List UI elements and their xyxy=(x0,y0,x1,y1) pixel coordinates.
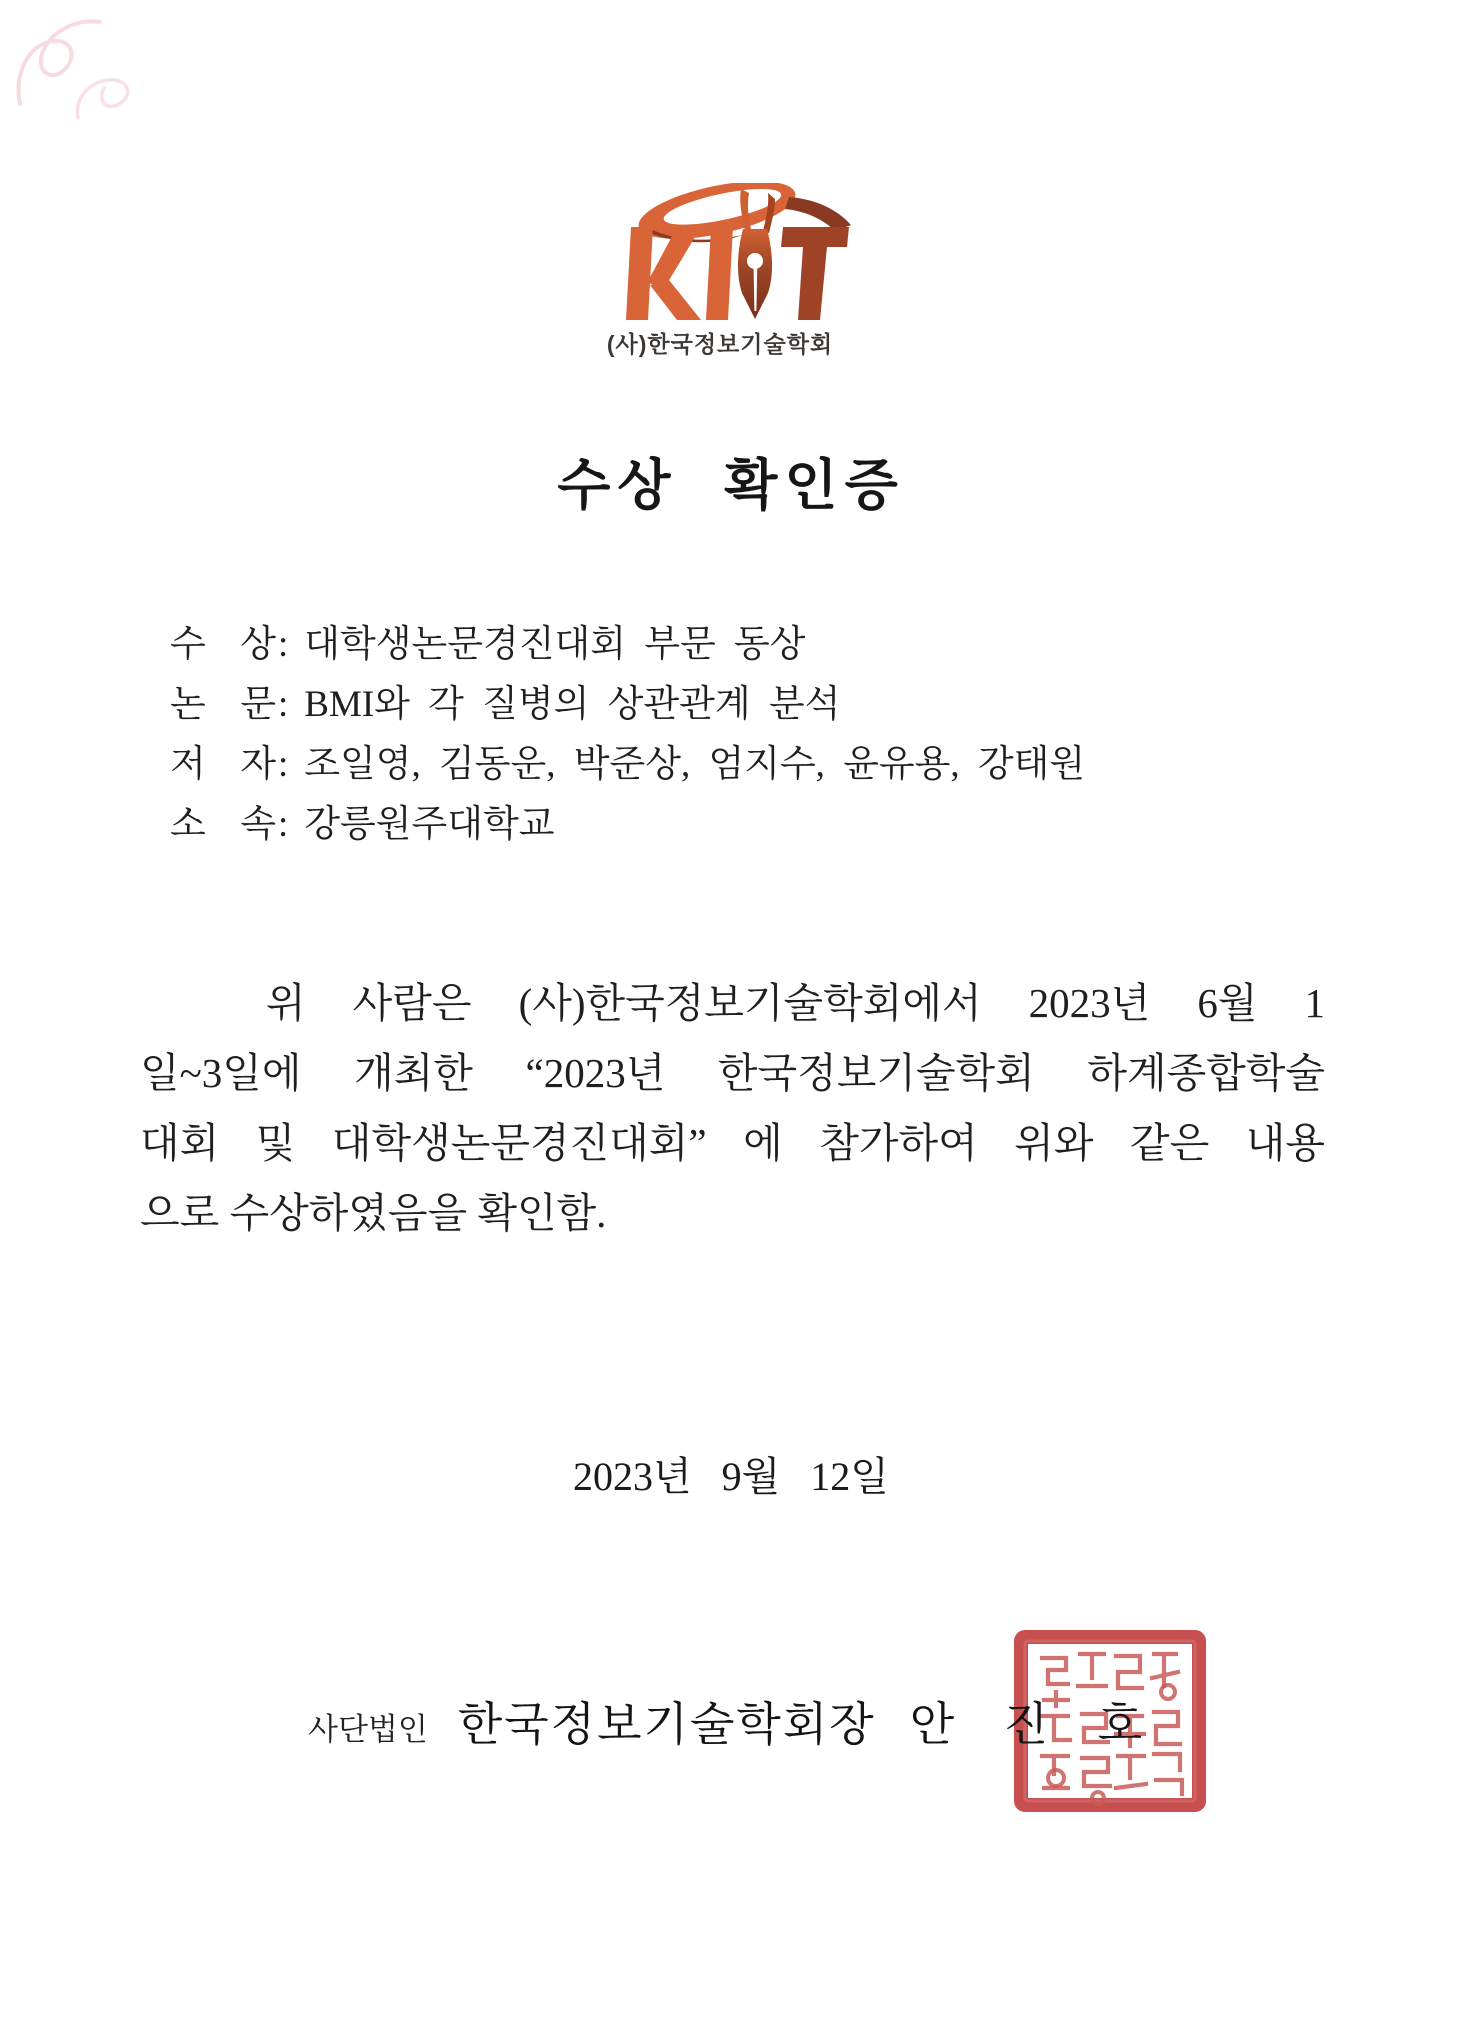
paragraph-line: 위 사람은 (사)한국정보기술학회에서 2023년 6월 1 xyxy=(266,980,1325,1026)
logo-subtitle: (사)한국정보기술학회 xyxy=(606,331,834,357)
field-colon: : xyxy=(278,624,289,665)
award-fields xyxy=(170,615,1350,855)
field-label: 소 속 xyxy=(170,804,276,845)
signature-line xyxy=(308,1688,1408,1754)
field-value: 대학생논문경진대회 부문 동상 xyxy=(304,624,806,665)
field-label: 저 자 xyxy=(170,744,276,785)
field-value: 강릉원주대학교 xyxy=(304,804,555,845)
paragraph-line: 대회 및 대학생논문경진대회” 에 참가하여 위와 같은 내용 xyxy=(140,1120,1325,1166)
confirmation-paragraph xyxy=(140,968,1325,1248)
field-row-paper xyxy=(170,675,1350,735)
field-row-affiliation xyxy=(170,795,1350,855)
signature-org-title: 한국정보기술학회장 xyxy=(457,1699,876,1750)
paragraph-line: 으로 수상하였음을 확인함. xyxy=(140,1190,607,1236)
field-colon: : xyxy=(278,744,289,785)
corner-scribble xyxy=(8,8,158,148)
field-label: 논 문 xyxy=(170,684,276,725)
issue-date: 2023년 9월 12일 xyxy=(573,1454,889,1499)
field-row-authors xyxy=(170,735,1350,795)
signature-org-type: 사단법인 xyxy=(308,1712,428,1747)
signature-president-name: 안 진 호 xyxy=(909,1699,1143,1750)
field-colon: : xyxy=(278,804,289,845)
field-value: BMI와 각 질병의 상관관계 분석 xyxy=(304,684,841,725)
certificate-title: 수상 확인증 xyxy=(557,455,905,516)
field-value: 조일영, 김동운, 박준상, 엄지수, 윤유용, 강태원 xyxy=(304,744,1086,785)
field-label: 수 상 xyxy=(170,624,276,665)
field-row-award xyxy=(170,615,1350,675)
paragraph-line: 일~3일에 개최한 “2023년 한국정보기술학회 하계종합학술 xyxy=(140,1050,1325,1096)
field-colon: : xyxy=(278,684,289,725)
